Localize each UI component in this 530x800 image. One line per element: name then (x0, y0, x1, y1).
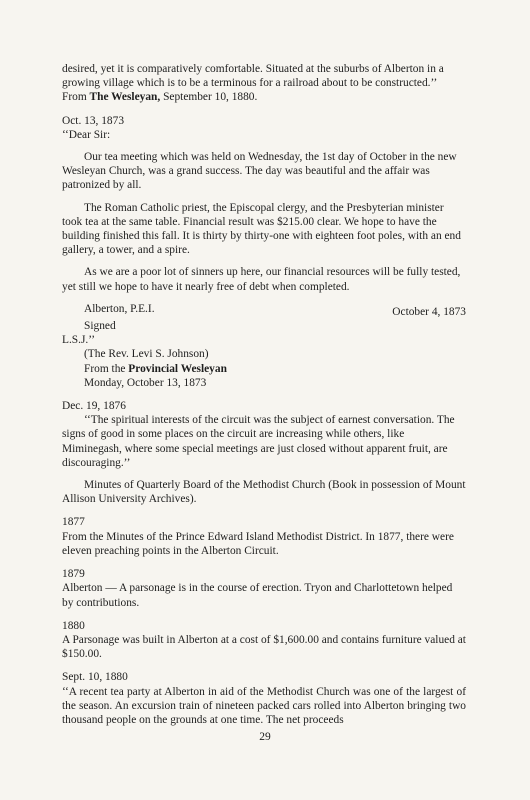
entry-oct-1873 (62, 114, 466, 390)
letter-date: October 4, 1873 (392, 305, 466, 318)
page-number: 29 (259, 731, 271, 743)
paragraph: The Roman Catholic priest, the Episcopal clergy, and the Presbyterian minister took tea at the same table. Financial result was $215.00 clear. We hope to have the building finished this fall. It is thirty by thirty-one with eighteen foot poles, with an end gallery, a tower, and a spire. (62, 201, 461, 257)
entry-date: 1877 (62, 516, 85, 529)
entry-date: Oct. 13, 1873 (62, 114, 125, 127)
paragraph: As we are a poor lot of sinners up here, our financial resources will be fully tested, yet still we hope to have it nearly free of debt when completed. (62, 266, 461, 293)
entry-1877 (62, 515, 466, 558)
paragraph: desired, yet it is comparatively comfortable. Situated at the suburbs of Alberton in a growing village which is to be a terminous for a railroad about to be constructed.’’ (62, 63, 444, 90)
paragraph: Alberton — A parsonage is in the course of erection. Tryon and Charlottetown helped by contributions. (62, 582, 453, 609)
entry-date: Dec. 19, 1876 (62, 400, 126, 413)
entry-date: Sept. 10, 1880 (62, 671, 128, 684)
entry-date: 1880 (62, 619, 85, 632)
citation-prefix: From (62, 91, 90, 104)
paragraph: ‘‘The spiritual interests of the circuit was the subject of earnest conversation. The signs of good in some places on the circuit are increasing while others, like Miminegash, where some special meetings are just closed without apparent fruit, are discouraging.’’ (62, 414, 455, 469)
paragraph: From the Minutes of the Prince Edward Island Methodist District. In 1877, there were eleven preaching points in the Alberton Circuit. (62, 530, 454, 557)
paragraph: A Parsonage was built in Alberton at a cost of $1,600.00 and contains furniture valued at $150.00. (62, 633, 466, 661)
entry-1879 (62, 567, 466, 610)
entry-dec-1876 (62, 399, 466, 506)
publication-name: Provincial Wesleyan (128, 362, 227, 375)
paragraph: Our tea meeting which was held on Wednesday, the 1st day of October in the new Wesleyan Church, was a grand success. The day was beautiful and the affair was patronized by all. (62, 151, 457, 192)
author: (The Rev. Levi S. Johnson) (84, 348, 209, 361)
source-citation (62, 362, 466, 376)
paragraph: ‘‘A recent tea party at Alberton in aid of the Methodist Church was one of the largest of the season. An excursion train of nineteen packed cars rolled into Alberton bringing two thousand people on the grounds at one time. The net proceeds (62, 685, 466, 726)
citation-date: Monday, October 13, 1873 (84, 376, 207, 389)
signed: Signed (84, 320, 116, 333)
entry-sept-1880 (62, 670, 466, 727)
initials: L.S.J.’’ (62, 334, 96, 347)
entry-date: 1879 (62, 568, 85, 581)
paragraph: Minutes of Quarterly Board of the Methodist Church (Book in possession of Mount Allison University Archives). (62, 479, 466, 506)
citation-date: September 10, 1880. (160, 91, 258, 104)
publication-name: The Wesleyan, (89, 91, 161, 104)
salutation: ‘‘Dear Sir: (62, 128, 111, 141)
source-citation (62, 90, 466, 104)
citation-prefix: From the (84, 362, 129, 375)
continued-quote (62, 62, 466, 105)
entry-1880 (62, 619, 466, 662)
letter-place-date (62, 302, 466, 319)
letter-place: Alberton, P.E.I. (84, 302, 155, 315)
